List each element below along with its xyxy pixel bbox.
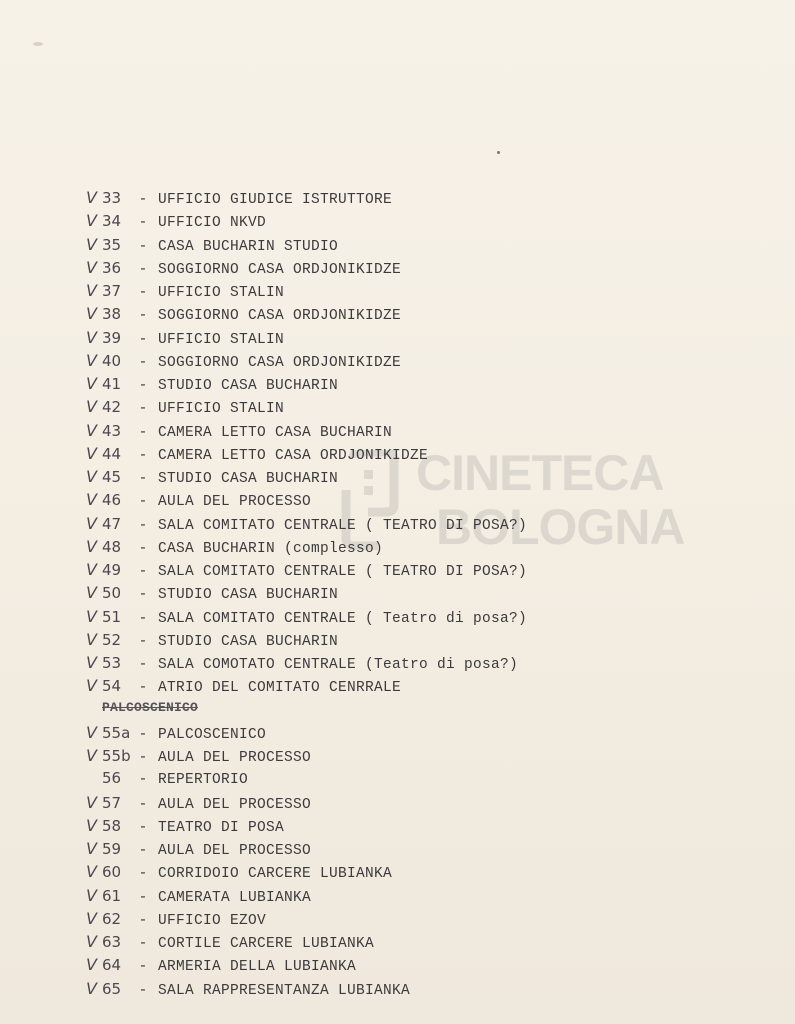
separator: -	[138, 959, 148, 976]
scene-description: CAMERATA LUBIANKA	[158, 889, 312, 906]
scene-description: SOGGIORNO CASA ORDJONIKIDZE	[158, 308, 402, 325]
check-mark: V	[86, 932, 97, 951]
scene-number: 47	[102, 514, 122, 533]
list-item	[86, 421, 527, 444]
scene-number: 46	[102, 491, 122, 510]
list-item	[86, 514, 527, 537]
list-item	[86, 188, 527, 211]
scene-group-a	[86, 188, 527, 700]
check-mark: V	[86, 978, 97, 998]
separator: -	[138, 424, 148, 441]
separator: -	[138, 215, 148, 232]
separator: -	[138, 378, 148, 394]
separator: -	[138, 447, 148, 464]
check-mark: V	[86, 536, 97, 556]
separator: -	[138, 866, 148, 883]
check-mark: V	[86, 885, 97, 905]
list-item	[86, 630, 527, 653]
scene-number: 35	[102, 235, 122, 254]
scene-list	[86, 188, 527, 1002]
separator: -	[138, 517, 148, 534]
separator: -	[138, 796, 148, 813]
list-item	[86, 676, 527, 699]
list-item	[86, 490, 527, 513]
check-mark: V	[86, 955, 97, 975]
list-item	[86, 258, 527, 281]
scene-description: UFFICIO EZOV	[158, 912, 267, 929]
scene-description: ATRIO DEL COMITATO CENRRALE	[158, 680, 402, 697]
check-mark: V	[86, 815, 97, 835]
check-mark: V	[86, 862, 97, 882]
list-item	[86, 537, 527, 560]
list-item	[86, 328, 527, 351]
scene-number: 43	[102, 421, 122, 440]
separator: -	[138, 564, 148, 580]
scene-description: AULA DEL PROCESSO	[158, 750, 312, 766]
scene-description: SALA COMOTATO CENTRALE (Teatro di posa?)	[158, 657, 519, 673]
check-mark: V	[86, 350, 97, 370]
scene-group-b	[86, 723, 527, 1002]
scene-number: 51	[102, 607, 122, 626]
scene-number: 54	[102, 677, 122, 696]
separator: -	[138, 238, 148, 255]
list-item	[86, 281, 527, 304]
list-item	[86, 979, 527, 1002]
separator: -	[138, 912, 148, 929]
scene-number: 62	[102, 909, 122, 928]
list-item	[86, 932, 527, 955]
separator: -	[138, 936, 148, 952]
watermark-line-1: CINETECA	[416, 445, 664, 501]
check-mark: V	[86, 792, 97, 812]
scene-description: SOGGIORNO CASA ORDJONIKIDZE	[158, 261, 402, 278]
scene-description: STUDIO CASA BUCHARIN	[158, 633, 339, 650]
check-mark: V	[86, 839, 97, 858]
check-mark: V	[86, 629, 97, 649]
scene-number: 60	[102, 863, 122, 882]
list-item	[86, 909, 527, 932]
scene-description: SALA RAPPRESENTANZA LUBIANKA	[158, 982, 411, 999]
list-item	[86, 235, 527, 258]
scene-description: SALA COMITATO CENTRALE ( Teatro di posa?)	[158, 610, 528, 627]
check-mark: V	[86, 467, 97, 486]
check-mark: V	[86, 583, 97, 603]
scene-number: 61	[102, 886, 122, 905]
watermark-line-2: BOLOGNA	[436, 499, 685, 555]
scene-description: TEATRO DI POSA	[158, 819, 285, 836]
scene-number: 49	[102, 561, 122, 579]
separator: -	[138, 587, 148, 604]
scene-description: AULA DEL PROCESSO	[158, 494, 312, 511]
check-mark: V	[86, 420, 97, 440]
list-item	[86, 793, 527, 816]
list-item	[86, 444, 527, 467]
check-mark: V	[86, 327, 97, 347]
separator: -	[138, 540, 148, 557]
scene-description: SALA COMITATO CENTRALE ( TEATRO DI POSA?)	[158, 517, 528, 534]
separator: -	[138, 308, 148, 325]
list-item	[86, 397, 527, 420]
list-item	[86, 351, 527, 374]
separator: -	[138, 889, 148, 906]
check-mark: V	[86, 234, 97, 254]
separator: -	[138, 471, 148, 487]
scene-description: UFFICIO STALIN	[158, 285, 285, 301]
list-item	[86, 723, 527, 746]
scene-number: 55a	[102, 723, 131, 742]
scene-number: 41	[102, 375, 122, 393]
scene-number: 56	[102, 769, 122, 788]
paper-mark	[33, 42, 43, 46]
scene-description: STUDIO CASA BUCHARIN	[158, 471, 339, 487]
separator: -	[138, 192, 148, 208]
separator: -	[138, 610, 148, 627]
scene-number: 58	[102, 816, 122, 835]
scene-number: 33	[102, 189, 122, 207]
list-item	[86, 560, 527, 583]
check-mark: V	[86, 513, 97, 533]
check-mark: V	[86, 397, 97, 417]
scene-number: 52	[102, 630, 122, 649]
scene-description: CAMERA LETTO CASA ORDJONIKIDZE	[158, 447, 429, 464]
list-item	[86, 886, 527, 909]
separator: -	[138, 331, 148, 348]
scene-description: STUDIO CASA BUCHARIN	[158, 378, 339, 394]
separator: -	[138, 285, 148, 301]
scene-number: 57	[102, 793, 122, 812]
separator: -	[138, 982, 148, 999]
separator: -	[138, 843, 148, 859]
separator: -	[138, 354, 148, 371]
separator: -	[138, 401, 148, 418]
check-mark: V	[86, 722, 97, 742]
separator: -	[138, 819, 148, 836]
separator: -	[138, 726, 148, 743]
check-mark: V	[86, 490, 97, 510]
separator: -	[138, 680, 148, 697]
check-mark: V	[86, 304, 97, 324]
scene-description: SALA COMITATO CENTRALE ( TEATRO DI POSA?)	[158, 564, 528, 580]
list-item	[86, 467, 527, 490]
scene-description: SOGGIORNO CASA ORDJONIKIDZE	[158, 354, 402, 371]
list-item	[86, 583, 527, 606]
scene-description: STUDIO CASA BUCHARIN	[158, 587, 339, 604]
scene-number: 55b	[102, 747, 131, 765]
check-mark: V	[86, 257, 97, 277]
list-item	[86, 862, 527, 885]
scene-description: UFFICIO STALIN	[158, 331, 285, 348]
list-item	[86, 839, 527, 862]
scene-number: 44	[102, 444, 122, 463]
scene-number: 42	[102, 398, 122, 417]
check-mark: V	[86, 560, 97, 579]
list-item	[86, 769, 527, 792]
scene-description: CAMERA LETTO CASA BUCHARIN	[158, 424, 393, 441]
list-item	[86, 746, 527, 769]
separator: -	[138, 261, 148, 278]
list-item	[86, 211, 527, 234]
scene-number: 40	[102, 351, 122, 370]
scene-number: 50	[102, 584, 122, 603]
check-mark: V	[86, 653, 97, 672]
scene-description: UFFICIO GIUDICE ISTRUTTORE	[158, 192, 393, 208]
scene-description: UFFICIO STALIN	[158, 401, 285, 418]
check-mark: V	[86, 211, 97, 231]
scene-number: 45	[102, 468, 122, 486]
scene-number: 53	[102, 654, 122, 672]
list-item	[86, 816, 527, 839]
check-mark: V	[86, 676, 97, 696]
section-heading: PALCOSCENICO	[102, 699, 199, 715]
list-item	[86, 955, 527, 978]
scene-number: 38	[102, 305, 122, 324]
scene-description: CASA BUCHARIN (complesso)	[158, 540, 384, 557]
scene-number: 37	[102, 282, 122, 300]
list-item	[86, 374, 527, 397]
list-item	[86, 304, 527, 327]
separator: -	[138, 772, 148, 789]
separator: -	[138, 494, 148, 511]
scene-number: 59	[102, 840, 122, 858]
scene-number: 64	[102, 956, 122, 975]
check-mark: V	[86, 374, 97, 393]
scene-description: CORTILE CARCERE LUBIANKA	[158, 936, 375, 952]
check-mark: V	[86, 443, 97, 463]
scene-description: CORRIDOIO CARCERE LUBIANKA	[158, 866, 393, 883]
scene-number: 63	[102, 933, 122, 951]
scene-description: AULA DEL PROCESSO	[158, 796, 312, 813]
separator: -	[138, 750, 148, 766]
scene-number: 65	[102, 979, 122, 998]
scene-number: 39	[102, 328, 122, 347]
list-item	[86, 653, 527, 676]
scene-number: 36	[102, 258, 122, 277]
list-item	[86, 607, 527, 630]
check-mark: V	[86, 908, 97, 928]
scene-number: 48	[102, 537, 122, 556]
check-mark: V	[86, 188, 97, 207]
scene-description: AULA DEL PROCESSO	[158, 843, 312, 859]
check-mark: V	[86, 281, 97, 300]
separator: -	[138, 633, 148, 650]
check-mark: V	[86, 606, 97, 626]
scene-number: 34	[102, 212, 122, 231]
scene-description: CASA BUCHARIN STUDIO	[158, 238, 339, 255]
separator: -	[138, 657, 148, 673]
check-mark: V	[86, 746, 97, 765]
scene-description: ARMERIA DELLA LUBIANKA	[158, 959, 357, 976]
scene-description: UFFICIO NKVD	[158, 215, 267, 232]
scene-description: PALCOSCENICO	[158, 726, 267, 743]
scene-description: REPERTORIO	[158, 772, 249, 789]
ink-speck	[497, 151, 500, 154]
